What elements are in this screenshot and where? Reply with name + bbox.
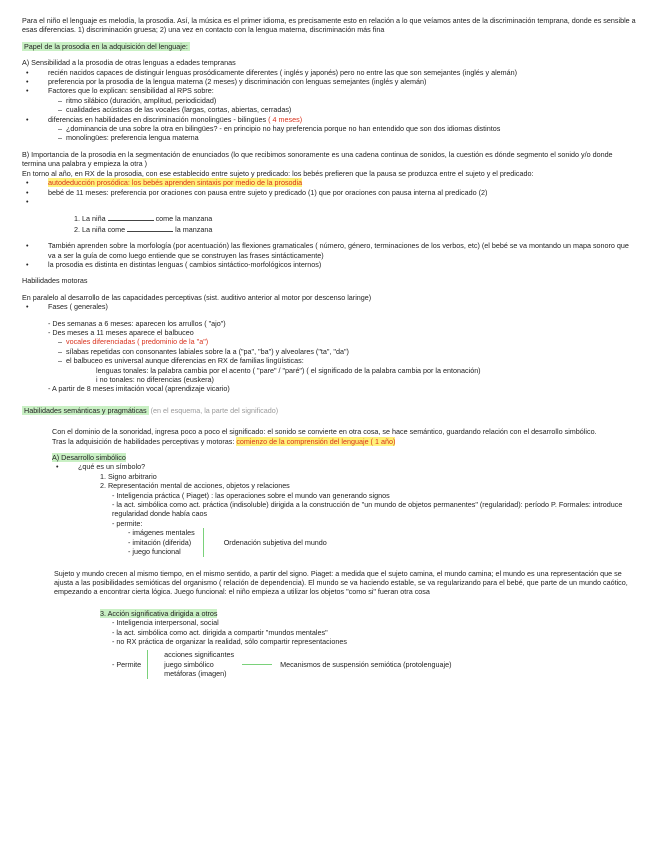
motor-intro: En paralelo al desarrollo de las capacidades perceptivas (sist. auditivo anterior al motor por descenso laringe) bbox=[22, 292, 372, 302]
list-item: • la prosodia es distinta en distintas lenguas ( cambios sintáctico-morfológicos internos) bbox=[22, 260, 636, 269]
motor-line: - A partir de 8 meses imitación vocal (aprendizaje vicario) bbox=[48, 384, 230, 394]
section-note: (en el esquema, la parte del significado) bbox=[150, 405, 279, 415]
list-item: • recién nacidos capaces de distinguir lenguas prosódicamente diferentes ( inglés y japonés) pero no entre las que son semejantes (inglés y alemán) bbox=[22, 68, 636, 77]
permite2-item: acciones significantes bbox=[164, 650, 235, 660]
list-item bbox=[22, 197, 636, 206]
prosody-a-list bbox=[22, 68, 636, 143]
list-item: • preferencia por la prosodia de la lengua materna (2 meses) y discriminación con lenguas semejantes (inglés y alemán) bbox=[22, 77, 636, 86]
semantic-paragraph-1: Con el dominio de la sonoridad, ingresa poco a poco el significado: el sonido se convierte en otra cosa, se hace semántico, guardando relación con el desarrollo simbólico. bbox=[52, 427, 597, 437]
subsection-a-title: A) Sensibilidad a la prosodia de otras lenguas a edades tempranas bbox=[22, 58, 236, 68]
bracket-line bbox=[147, 650, 158, 678]
sub-list-item: – sílabas repetidas con consonantes labiales sobre la a ("pa", "ba") y alveolares ("ta", "da") bbox=[22, 347, 636, 356]
permite-item: - imágenes mentales bbox=[128, 528, 195, 538]
connector-line bbox=[242, 664, 272, 665]
symbolic-development-title: A) Desarrollo simbólico bbox=[52, 453, 126, 463]
intro-paragraph: Para el niño el lenguaje es melodía, la prosodia. Así, la música es el primer idioma, es precisamente esto en relación a lo que veíamos antes de la discriminación temprana, donde es sensible a esas diferencias. 1) discriminación gruesa; 2) una vez en contacto con la lengua materna, discriminación más fina bbox=[22, 16, 636, 35]
numbered-item-3: 3. Acción significativa dirigida a otros bbox=[100, 608, 218, 618]
section-title-semantic: Habilidades semánticas y pragmáticas bbox=[24, 405, 147, 415]
list-item: • Fases ( generales) bbox=[22, 302, 636, 311]
list-item: • bebé de 11 meses: preferencia por oraciones con pausa entre sujeto y predicado (1) que por oraciones con pausa interna al predicado (2) bbox=[22, 188, 636, 197]
sub-list-item: – ¿dominancia de una sobre la otra en bilingües? - en principio no hay preferencia porque no han entendido que son dos idiomas distintos bbox=[22, 124, 636, 133]
bracket-line bbox=[203, 528, 214, 556]
list-item: • ¿qué es un símbolo? bbox=[52, 462, 636, 471]
sub-list-item: – monolingües: preferencia lengua materna bbox=[22, 133, 636, 142]
document-page bbox=[22, 16, 636, 679]
numbered-item: 2. Representación mental de acciones, objetos y relaciones bbox=[100, 481, 290, 491]
numbered-sub-item: - Inteligencia práctica ( Piaget) : las operaciones sobre el mundo van generando signos bbox=[112, 490, 390, 500]
prosody-c-list bbox=[22, 241, 636, 269]
semantic-paragraph-2: Tras la adquisición de habilidades perceptivas y motoras: comienzo de la comprensión del lenguaje ( 1 año) bbox=[52, 436, 396, 446]
example-sentence-1: 1. La niña come la manzana bbox=[74, 214, 213, 224]
permite2-result: Mecanismos de suspensión semiótica (protolenguaje) bbox=[280, 659, 452, 669]
list-item: • También aprenden sobre la morfología (por acentuación) las flexiones gramaticales ( número, género, terminaciones de los verbos, etc) (el bebé se va montando un mapa sonoro que va a ser la guía de como luego entiende que se construyen las frases sintácticamente) bbox=[22, 241, 636, 260]
numbered-sub-item: - la act. simbólica como act. práctica (indisoluble) dirigida a la construcción de "un mundo de objetos permanentes" (regularidad): período P. Formales: introduce regularidad donde había caos bbox=[112, 500, 623, 519]
section-semantic-header bbox=[22, 406, 636, 415]
semantic-body bbox=[22, 427, 636, 556]
permite-item: - imitación (diferida) bbox=[128, 537, 192, 547]
permite-result: Ordenación subjetiva del mundo bbox=[223, 537, 327, 547]
numbered-item: 1. Signo arbitrario bbox=[100, 471, 157, 481]
numbered-sub-item: - permite: bbox=[112, 518, 143, 528]
blank-line bbox=[108, 213, 154, 221]
sub-list-item: – cualidades acústicas de las vocales (largas, cortas, abiertas, cerradas) bbox=[22, 105, 636, 114]
motor-line: - Des semanas a 6 meses: aparecen los arrullos ( "ajo") bbox=[48, 318, 226, 328]
permite-group bbox=[52, 528, 636, 556]
list-item: • diferencias en habilidades en discriminación monolingües - bilingües ( 4 meses) bbox=[22, 115, 636, 124]
sub-sub-item: i no tonales: no diferencias (euskera) bbox=[96, 375, 214, 384]
permite2-item: metáforas (imagen) bbox=[164, 669, 227, 679]
subsection-b-paragraph-2: En torno al año, en RX de la prosodia, con ese establecido entre sujeto y predicado: los bebés prefieren que la pausa se produzca entre el sujeto y el predicado: bbox=[22, 168, 534, 178]
section-title-motor: Habilidades motoras bbox=[22, 276, 88, 286]
list-item: • autodeducción prosódica: los bebés aprenden sintaxis por medio de la prosodia bbox=[22, 178, 636, 187]
permite2-group bbox=[22, 650, 636, 678]
sub-list-item: – ritmo silábico (duración, amplitud, periodicidad) bbox=[22, 96, 636, 105]
permite-item: - juego funcional bbox=[128, 547, 181, 557]
highlight-age: ( 4 meses) bbox=[268, 114, 303, 124]
section-title-prosody: Papel de la prosodia en la adquisición del lenguaje: bbox=[24, 41, 188, 51]
sub-sub-item: lenguas tonales: la palabra cambia por el acento ( "pare" / "paré") ( el significado de la palabra cambia por la entonación) bbox=[96, 365, 481, 375]
permite2-item: juego simbólico bbox=[164, 659, 214, 669]
list-item: • Factores que lo explican: sensibilidad al RPS sobre: bbox=[22, 86, 636, 95]
numbered-sub-item: - la act. simbólica como act. dirigida a compartir "mundos mentales" bbox=[112, 627, 328, 637]
example-sentence-2: 2. La niña come la manzana bbox=[74, 224, 213, 234]
sub-list-item: – vocales diferenciadas ( predominio de la "a") bbox=[22, 337, 636, 346]
motor-line: - Des meses a 11 meses aparece el balbuceo bbox=[48, 327, 194, 337]
semantic-paragraph-3: Sujeto y mundo crecen al mismo tiempo, en el mismo sentido, a partir del signo. Piaget: a medida que el sujeto camina, el mundo camina; el mundo es una representación que se ajusta a las posibilidades semióticas del organismo ( relación de dependencia). El mundo se va haciendo estable, se va regularizando para el bebé, que parte de un mundo caótico, empezando a encontrar cierta lógica. Juego funcional: el niño empieza a utilizar los objetos "como si" fueran otra cosa bbox=[54, 568, 628, 597]
numbered-sub-item: - Inteligencia interpersonal, social bbox=[112, 618, 219, 628]
subsection-b-paragraph: B) Importancia de la prosodia en la segmentación de enunciados (lo que recibimos sonoramente es una cadena continua de sonidos, la cuestión es dónde segmento el sonido y/o donde termina una palabra y empieza la otra ) bbox=[22, 149, 613, 169]
permite2-label: - Permite bbox=[112, 659, 142, 669]
prosody-b-list bbox=[22, 178, 636, 206]
blank-line bbox=[127, 224, 173, 232]
highlight-comprehension: comienzo de la comprensión del lenguaje ( 1 año) bbox=[236, 436, 396, 446]
numbered-sub-item: - no RX práctica de organizar la realidad, sólo compartir representaciones bbox=[112, 636, 347, 646]
sub-list-item: – el balbuceo es universal aunque diferencias en RX de familias lingüísticas: bbox=[22, 356, 636, 365]
